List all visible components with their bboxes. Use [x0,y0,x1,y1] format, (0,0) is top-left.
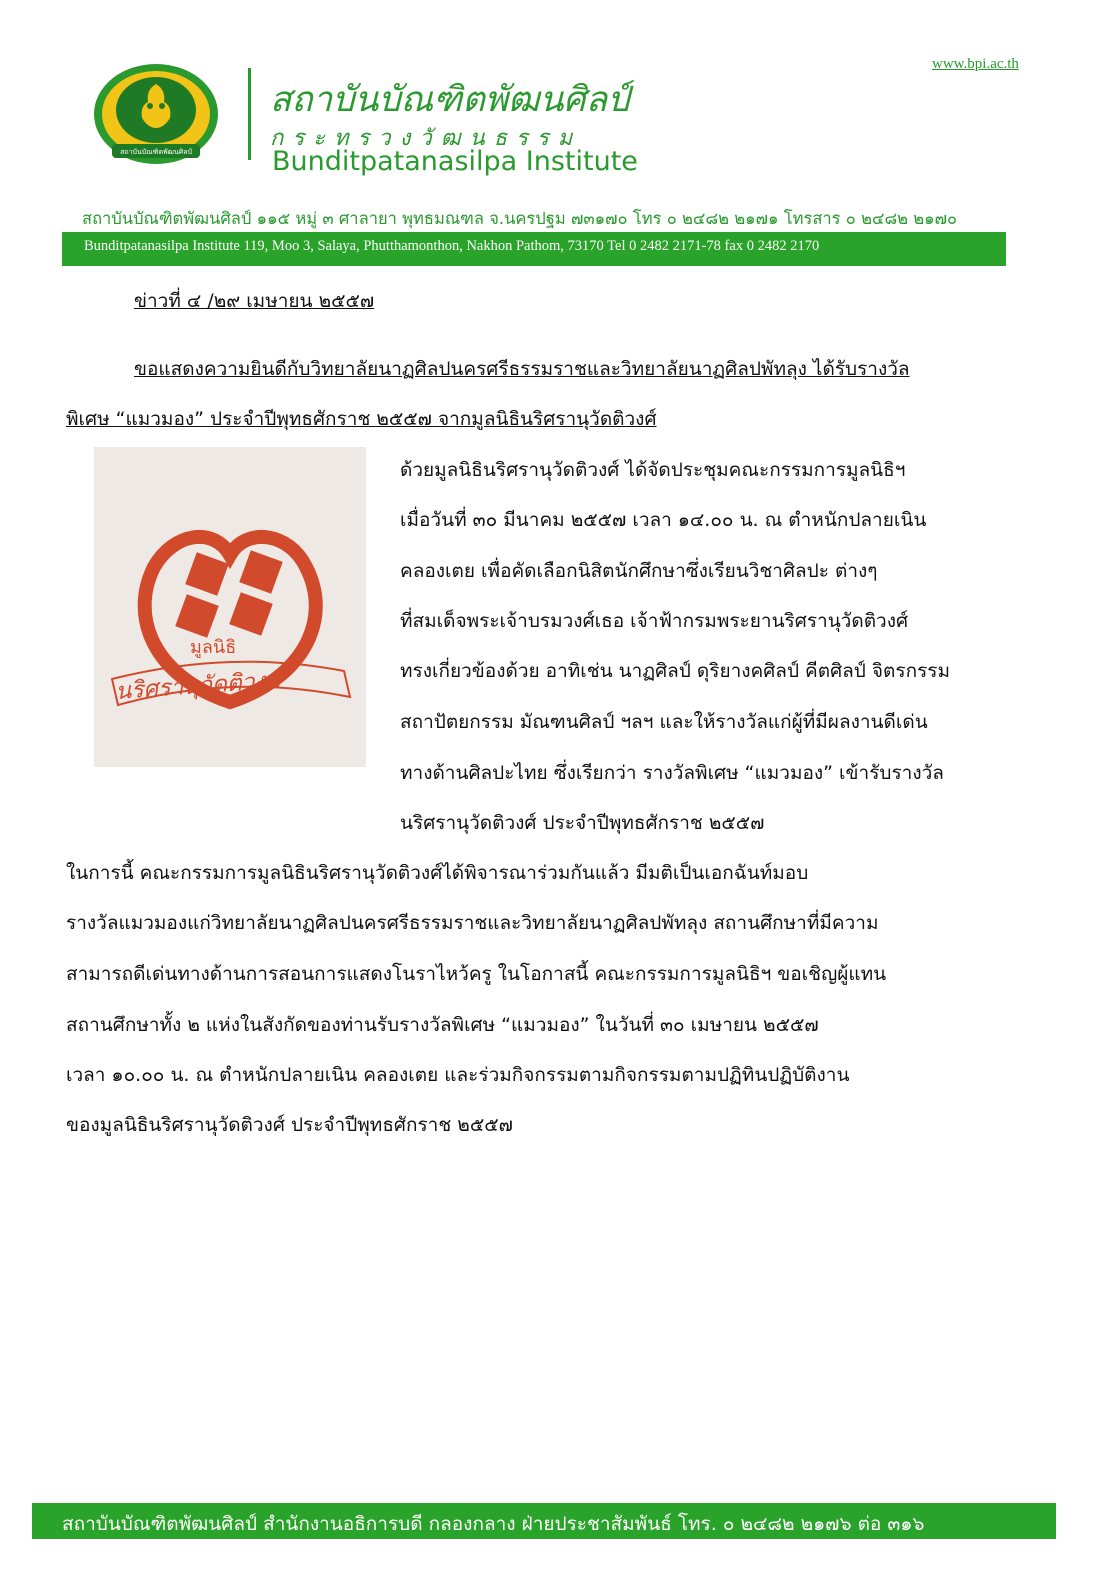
paragraph-line: สถาปัตยกรรม มัณฑนศิลป์ ฯลฯ และให้รางวัลแก่ผู้ที่มีผลงานดีเด่น [400,711,928,733]
address-en: Bunditpatanasilpa Institute 119, Moo 3, Salaya, Phutthamonthon, Nakhon Pathom, 73170 Tel 0 2482 2171-78 fax 0 2482 2170 [84,238,820,254]
paragraph-line: ที่สมเด็จพระเจ้าบรมวงศ์เธอ เจ้าฟ้ากรมพระยานริศรานุวัดติวงศ์ [400,610,909,632]
ministry-name: กระทรวงวัฒนธรรม [270,126,582,151]
paragraph-line: เมื่อวันที่ ๓๐ มีนาคม ๒๕๕๗ เวลา ๑๔.๐๐ น. ณ ตำหนักปลายเนิน [400,509,927,531]
paragraph-line: สามารถดีเด่นทางด้านการสอนการแสดงโนราไหว้ครู ในโอกาสนี้ คณะกรรมการมูลนิธิฯ ขอเชิญผู้แทน [66,963,887,985]
paragraph-line: ด้วยมูลนิธินริศรานุวัดติวงศ์ ได้จัดประชุมคณะกรรมการมูลนิธิฯ [400,459,906,481]
paragraph-line: เวลา ๑๐.๐๐ น. ณ ตำหนักปลายเนิน คลองเตย และร่วมกิจกรรมตามกิจกรรมตามปฏิทินปฏิบัติงาน [66,1064,850,1086]
paragraph-line: ในการนี้ คณะกรรมการมูลนิธินริศรานุวัดติวงศ์ได้พิจารณาร่วมกันแล้ว มีมติเป็นเอกฉันท์มอบ [66,862,809,884]
headline-line: พิเศษ “แมวมอง” ประจำปีพุทธศักราช ๒๕๕๗ จากมูลนิธินริศรานุวัดติวงศ์ [66,408,657,430]
seal-image [94,447,366,767]
paragraph-line: คลองเตย เพื่อคัดเลือกนิสิตนักศึกษาซึ่งเรียนวิชาศิลปะ ต่างๆ [400,560,878,582]
svg-text:สถาบันบัณฑิตพัฒนศิลป์: สถาบันบัณฑิตพัฒนศิลป์ [120,148,192,156]
seal-caption-top: มูลนิธิ [190,637,237,658]
paragraph-line: ทรงเกี่ยวข้องด้วย อาทิเช่น นาฏศิลป์ ดุริยางคศิลป์ คีตศิลป์ จิตรกรรม [400,660,951,682]
institute-name-en: Bunditpatanasilpa Institute [272,146,638,177]
paragraph-line: ทางด้านศิลปะไทย ซึ่งเรียกว่า รางวัลพิเศษ “แมวมอง” เข้ารับรางวัล [400,762,944,784]
seal-caption-bottom: นริศรานุวัดติวงศ์ [114,667,282,705]
address-th: สถาบันบัณฑิตพัฒนศิลป์ ๑๑๕ หมู่ ๓ ศาลายา พุทธมณฑล จ.นครปฐม ๗๓๑๗๐ โทร ๐ ๒๔๘๒ ๒๑๗๑ โทรสาร ๐ ๒๔๘๒ ๒๑๗๐ [82,209,958,228]
institute-name-th: สถาบันบัณฑิตพัฒนศิลป์ [270,80,630,120]
paragraph-line: สถานศึกษาทั้ง ๒ แห่งในสังกัดของท่านรับรางวัลพิเศษ “แมวมอง” ในวันที่ ๓๐ เมษายน ๒๕๕๗ [66,1014,819,1036]
paragraph-line: ของมูลนิธินริศรานุวัดติวงศ์ ประจำปีพุทธศักราช ๒๕๕๗ [66,1114,513,1136]
header-divider [248,68,251,160]
footer-contact: สถาบันบัณฑิตพัฒนศิลป์ สำนักงานอธิการบดี กลองกลาง ฝ่ายประชาสัมพันธ์ โทร. ๐ ๒๔๘๒ ๒๑๗๖ ต่อ ๓๑๖ [62,1513,925,1535]
website-link[interactable]: www.bpi.ac.th [932,56,1019,72]
foundation-seal-photo [94,447,366,767]
headline-line: ขอแสดงความยินดีกับวิทยาลัยนาฏศิลปนครศรีธรรมราชและวิทยาลัยนาฏศิลปพัทลุง ได้รับรางวัล [134,358,910,380]
news-number-date: ข่าวที่ ๔ /๒๙ เมษายน ๒๕๕๗ [134,290,375,312]
institute-logo [88,58,224,170]
paragraph-line: นริศรานุวัดติวงศ์ ประจำปีพุทธศักราช ๒๕๕๗ [400,812,765,834]
paragraph-line: รางวัลแมวมองแก่วิทยาลัยนาฏศิลปนครศรีธรรมราชและวิทยาลัยนาฏศิลปพัทลุง สถานศึกษาที่มีความ [66,912,879,934]
